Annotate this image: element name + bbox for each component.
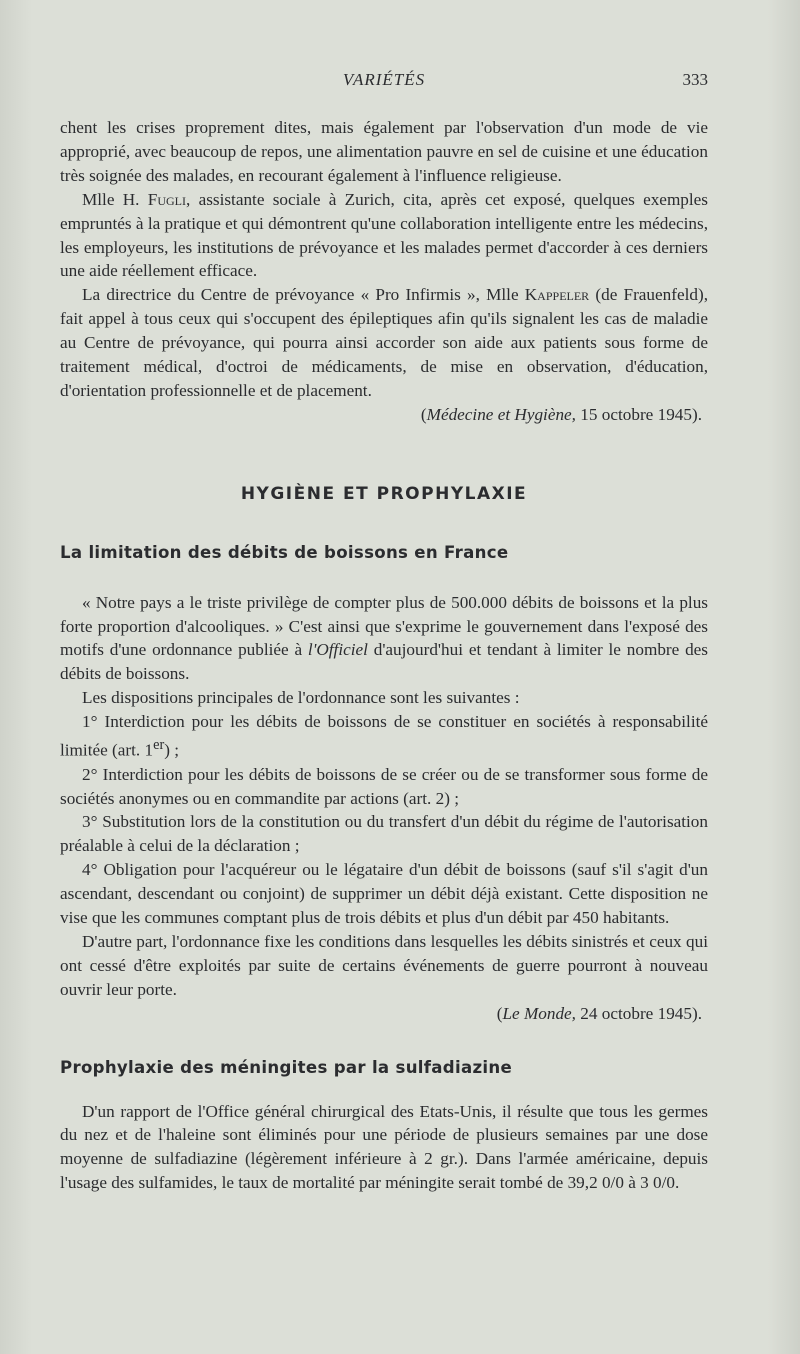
citation-source: Médecine et Hygiène, bbox=[426, 404, 576, 424]
list-item: 3° Substitution lors de la constitution ou du transfert d'un débit du régime de l'autorisation préalable à celui de la déclaration ; bbox=[60, 812, 708, 856]
page-number: 333 bbox=[682, 70, 708, 89]
superscript: er bbox=[153, 737, 165, 754]
citation-date: 24 octobre 1945). bbox=[580, 1003, 702, 1023]
person-name: Kappeler bbox=[524, 285, 590, 305]
paragraph-kappeler bbox=[60, 283, 708, 403]
paragraph-text: , assistante sociale à Zurich, cita, après cet exposé, quelques exemples empruntés à la pratique et qui démontrent qu'une collaboration intelligente entre les médecins, les employeurs, les institutions de prévoyance et les malades permet d'accorder à ces derniers une aide réellement efficace. bbox=[60, 189, 708, 281]
list-item: 2° Interdiction pour les débits de boissons de se créer ou de se transformer sous forme de sociétés anonymes ou en commandite par actions (art. 2) ; bbox=[60, 764, 708, 808]
page-content bbox=[60, 116, 708, 1195]
article-paragraph bbox=[60, 591, 708, 687]
continuation-paragraph: chent les crises proprement dites, mais également par l'observation d'un mode de vie approprié, avec beaucoup de repos, une alimentation pauvre en sel de cuisine et une éducation très soignée des malades, en recourant également à l'influence religieuse. bbox=[60, 118, 708, 185]
paragraph-prefix: Mlle H. bbox=[82, 189, 140, 209]
article-paragraph: D'autre part, l'ordonnance fixe les conditions dans lesquelles les débits sinistrés et ceux qui ont cessé d'être exploités par suite de certains événements de guerre pourront à nouveau ouvrir leur porte. bbox=[60, 932, 708, 999]
running-head: VARIÉTÉS bbox=[342, 70, 426, 89]
paragraph-text-after: (de Frauenfeld), fait appel à tous ceux qui s'occupent des épileptiques afin qu'ils signalent les cas de maladie au Centre de prévoyance, qui pourra ainsi accorder son aide aux patients sous forme de traitement médical, d'octroi de médicaments, de mise en observation, d'éducation, d'orientation professionnelle et de placement. bbox=[60, 285, 708, 400]
list-item-text: 1° Interdiction pour les débits de boissons de se constituer en sociétés à responsabilité limitée (art. 1 bbox=[60, 712, 708, 760]
list-item bbox=[60, 710, 708, 763]
list-item-text-after: ) ; bbox=[164, 740, 180, 760]
paragraph-fugli bbox=[60, 188, 708, 284]
paragraph-text-before: La directrice du Centre de prévoyance « Pro Infirmis », Mlle bbox=[82, 285, 525, 305]
citation: (Médecine et Hygiène, 15 octobre 1945). bbox=[420, 404, 702, 424]
publication-name: l'Officiel bbox=[307, 640, 368, 660]
list-item: 4° Obligation pour l'acquéreur ou le légataire d'un débit de boissons (sauf s'il s'agit d'un ascendant, descendant ou conjoint) de supprimer un débit déjà existant. Cette disposition ne vise que les communes comptant plus de trois débits et plus d'un débit par 450 habitants. bbox=[60, 860, 708, 928]
section-title: HYGIÈNE ET PROPHYLAXIE bbox=[240, 483, 528, 504]
person-name: Fugli bbox=[147, 189, 186, 209]
article-paragraph: D'un rapport de l'Office général chirurgical des Etats-Unis, il résulte que tous les germes du nez et de l'haleine sont éliminés pour une période de plusieurs semaines par une dose moyenne de sulfadiazine (légèrement inférieure à 2 gr.). Dans l'armée américaine, depuis l'usage des sulfamides, le taux de mortalité par méningite serait tombé de 39,2 0/0 à 3 0/0. bbox=[60, 1101, 708, 1193]
paragraph-text-before: « Notre pays a le triste privilège de compter plus de 500.000 débits de boissons et la plus forte proportion d'alcooliques. » C'est ainsi que s'exprime le gouvernement dans l'exposé des motifs d'une ordonnance publiée à bbox=[60, 592, 708, 660]
page-header bbox=[60, 70, 708, 96]
citation: (Le Monde, 24 octobre 1945). bbox=[496, 1003, 702, 1023]
paragraph-text-after: d'aujourd'hui et tendant à limiter le nombre des débits de boissons. bbox=[60, 640, 708, 684]
citation-source: Le Monde, bbox=[502, 1003, 576, 1023]
article-title: Prophylaxie des méningites par la sulfadiazine bbox=[60, 1057, 513, 1077]
article-paragraph: Les dispositions principales de l'ordonnance sont les suivantes : bbox=[82, 688, 520, 708]
citation-date: 15 octobre 1945). bbox=[580, 404, 702, 424]
article-title: La limitation des débits de boissons en France bbox=[60, 542, 509, 562]
